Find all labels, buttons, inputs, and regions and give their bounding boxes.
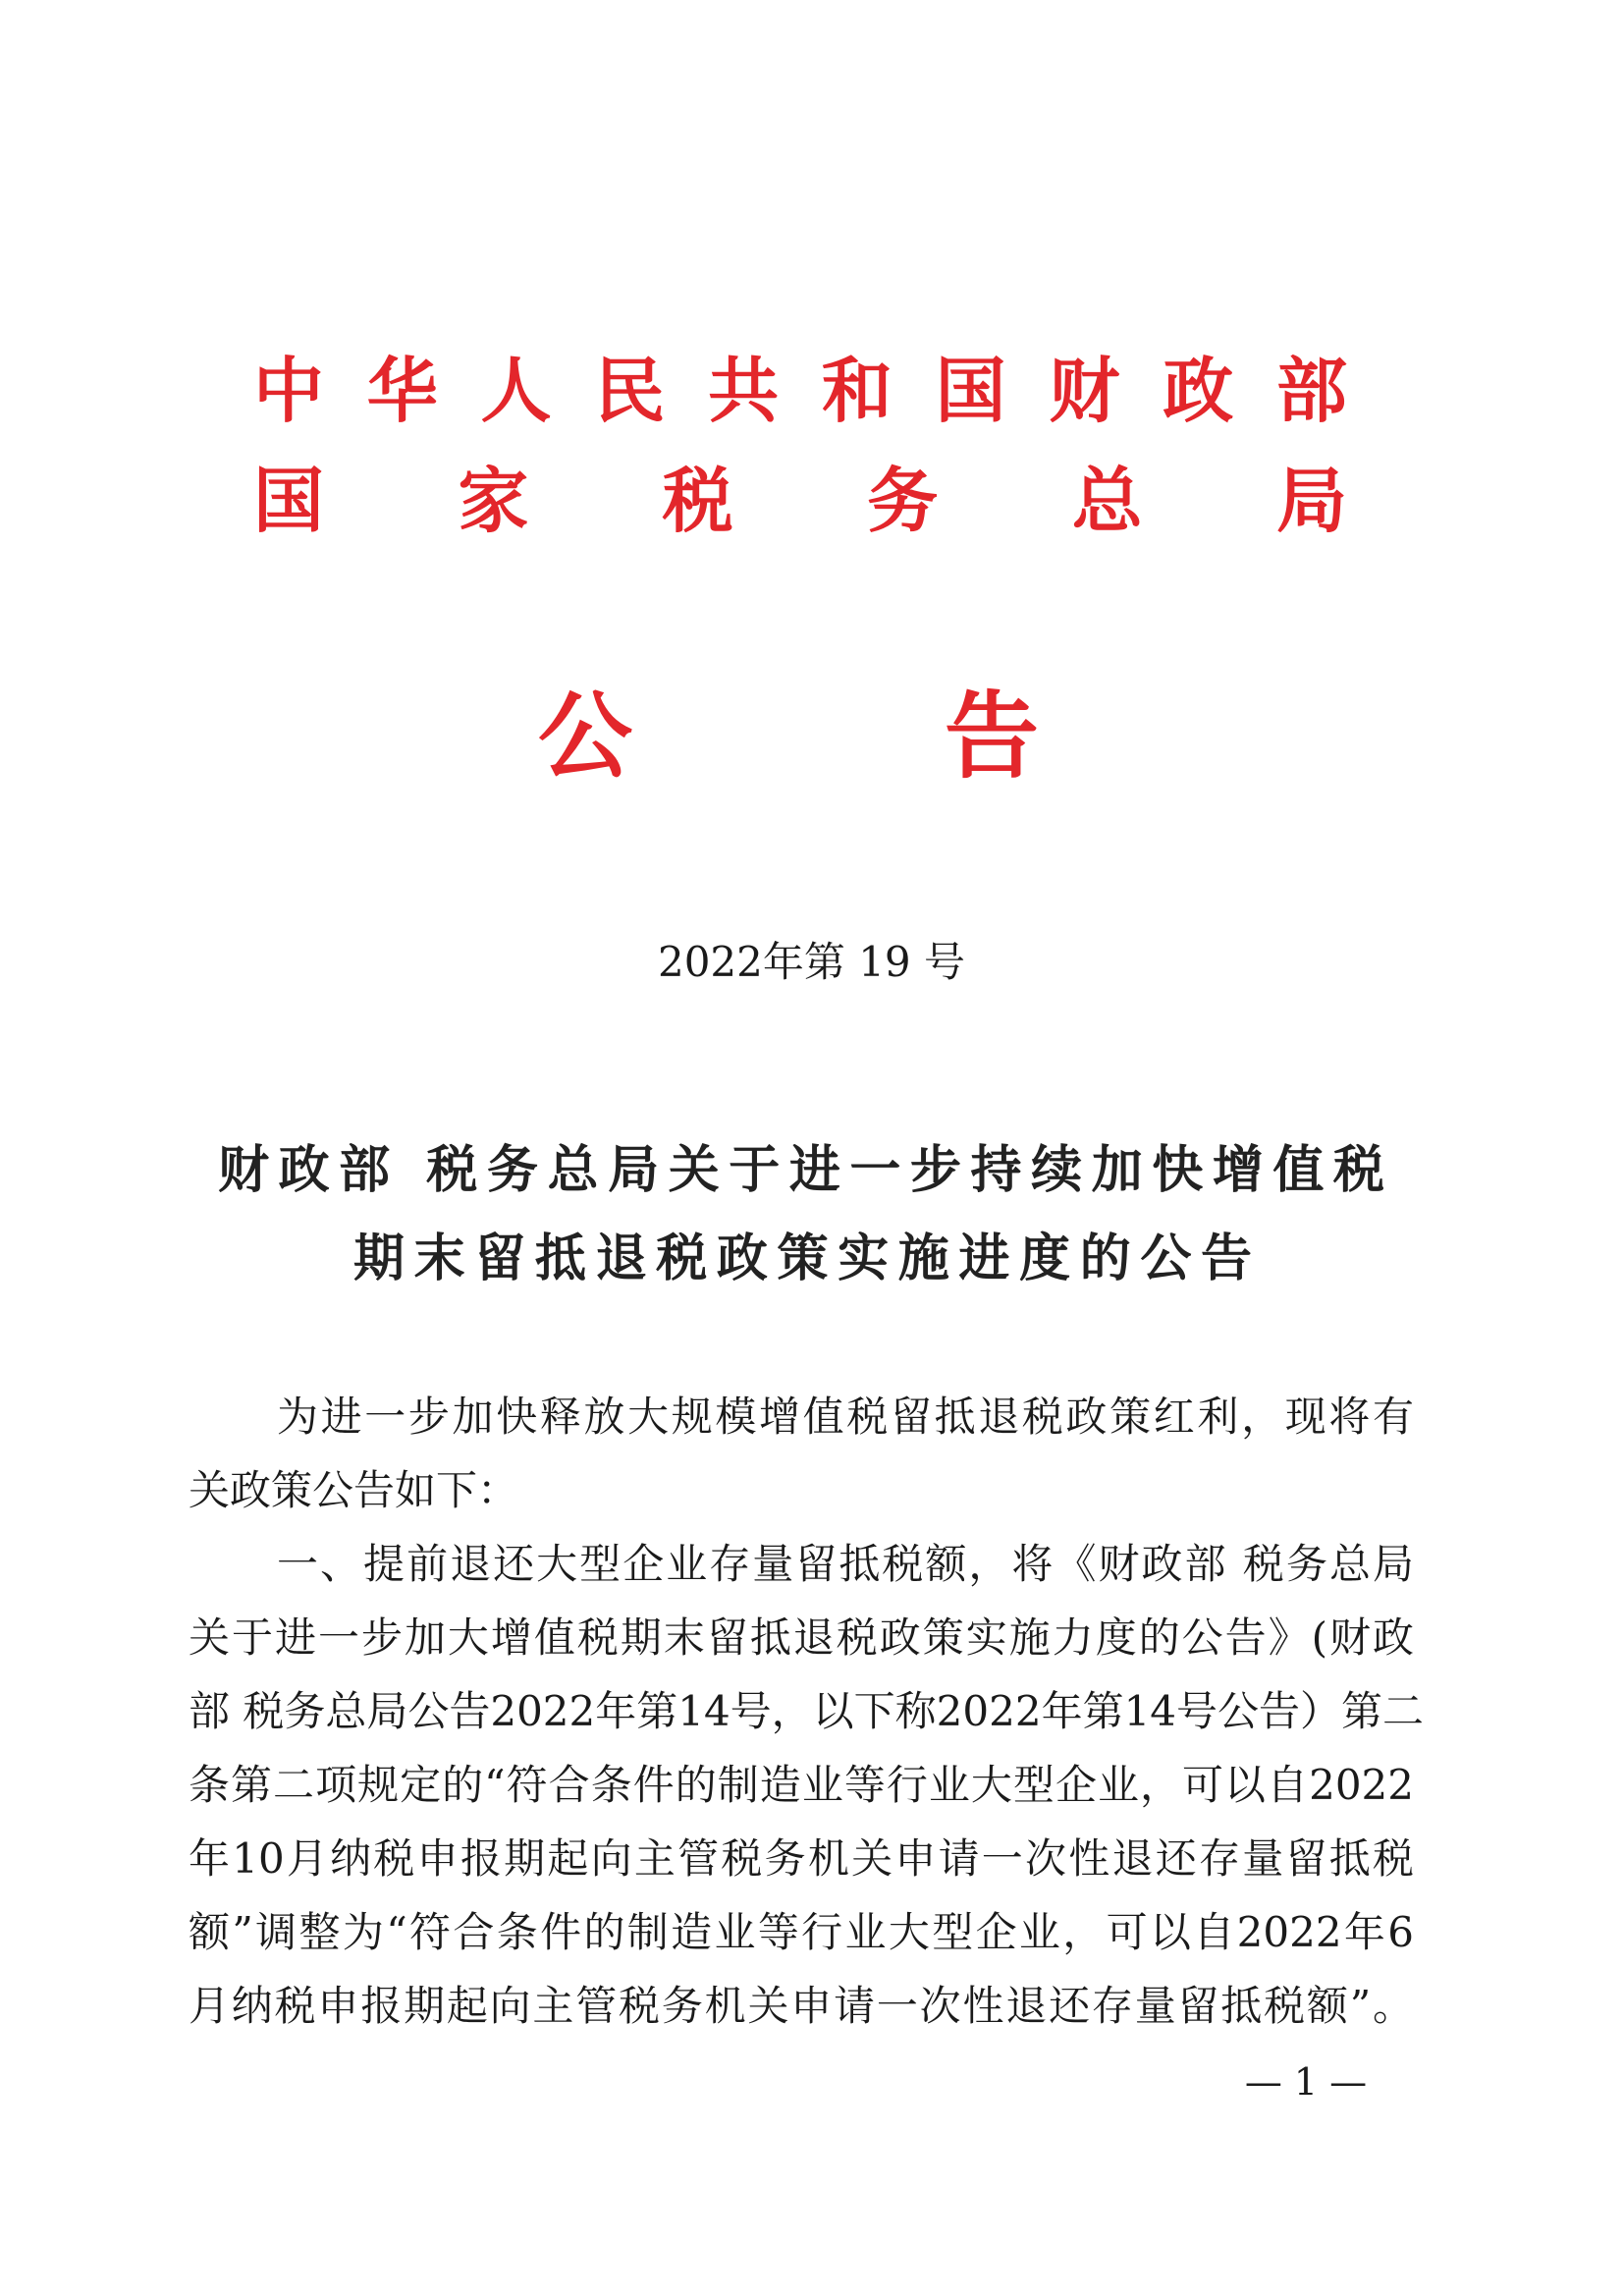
- document-type: 公告: [538, 681, 1039, 792]
- body-line: 为进一步加快释放大规模增值税留抵退税政策红利，现将有: [277, 1393, 1414, 1441]
- body-line: 关政策公告如下：: [189, 1466, 519, 1514]
- body-line: 条第二项规定的“符合条件的制造业等行业大型企业，可以自2022: [189, 1761, 1414, 1809]
- issuer-line-1: 中华人民共和国财政部: [253, 349, 1347, 432]
- body-line: 一、提前退还大型企业存量留抵税额，将《财政部 税务总局: [277, 1540, 1414, 1588]
- body-line: 额”调整为“符合条件的制造业等行业大型企业，可以自2022年6: [189, 1908, 1414, 1956]
- page-number: — 1 —: [1244, 2060, 1368, 2104]
- title-line-2: 期末留抵退税政策实施进度的公告: [353, 1229, 1252, 1288]
- body-line: 年10月纳税申报期起向主管税务机关申请一次性退还存量留抵税: [189, 1834, 1414, 1883]
- body-line: 关于进一步加大增值税期末留抵退税政策实施力度的公告》(财政: [189, 1613, 1414, 1662]
- title-line-1: 财政部 税务总局关于进一步持续加快增值税: [218, 1140, 1384, 1200]
- body-line: 月纳税申报期起向主管税务机关申请一次性退还存量留抵税额”。: [189, 1982, 1414, 2030]
- document-number: 2022年第 19 号: [657, 938, 966, 986]
- issuer-line-2: 国家税务总局: [253, 459, 1347, 542]
- body-line: 部 税务总局公告2022年第14号，以下称2022年第14号公告）第二: [189, 1687, 1425, 1735]
